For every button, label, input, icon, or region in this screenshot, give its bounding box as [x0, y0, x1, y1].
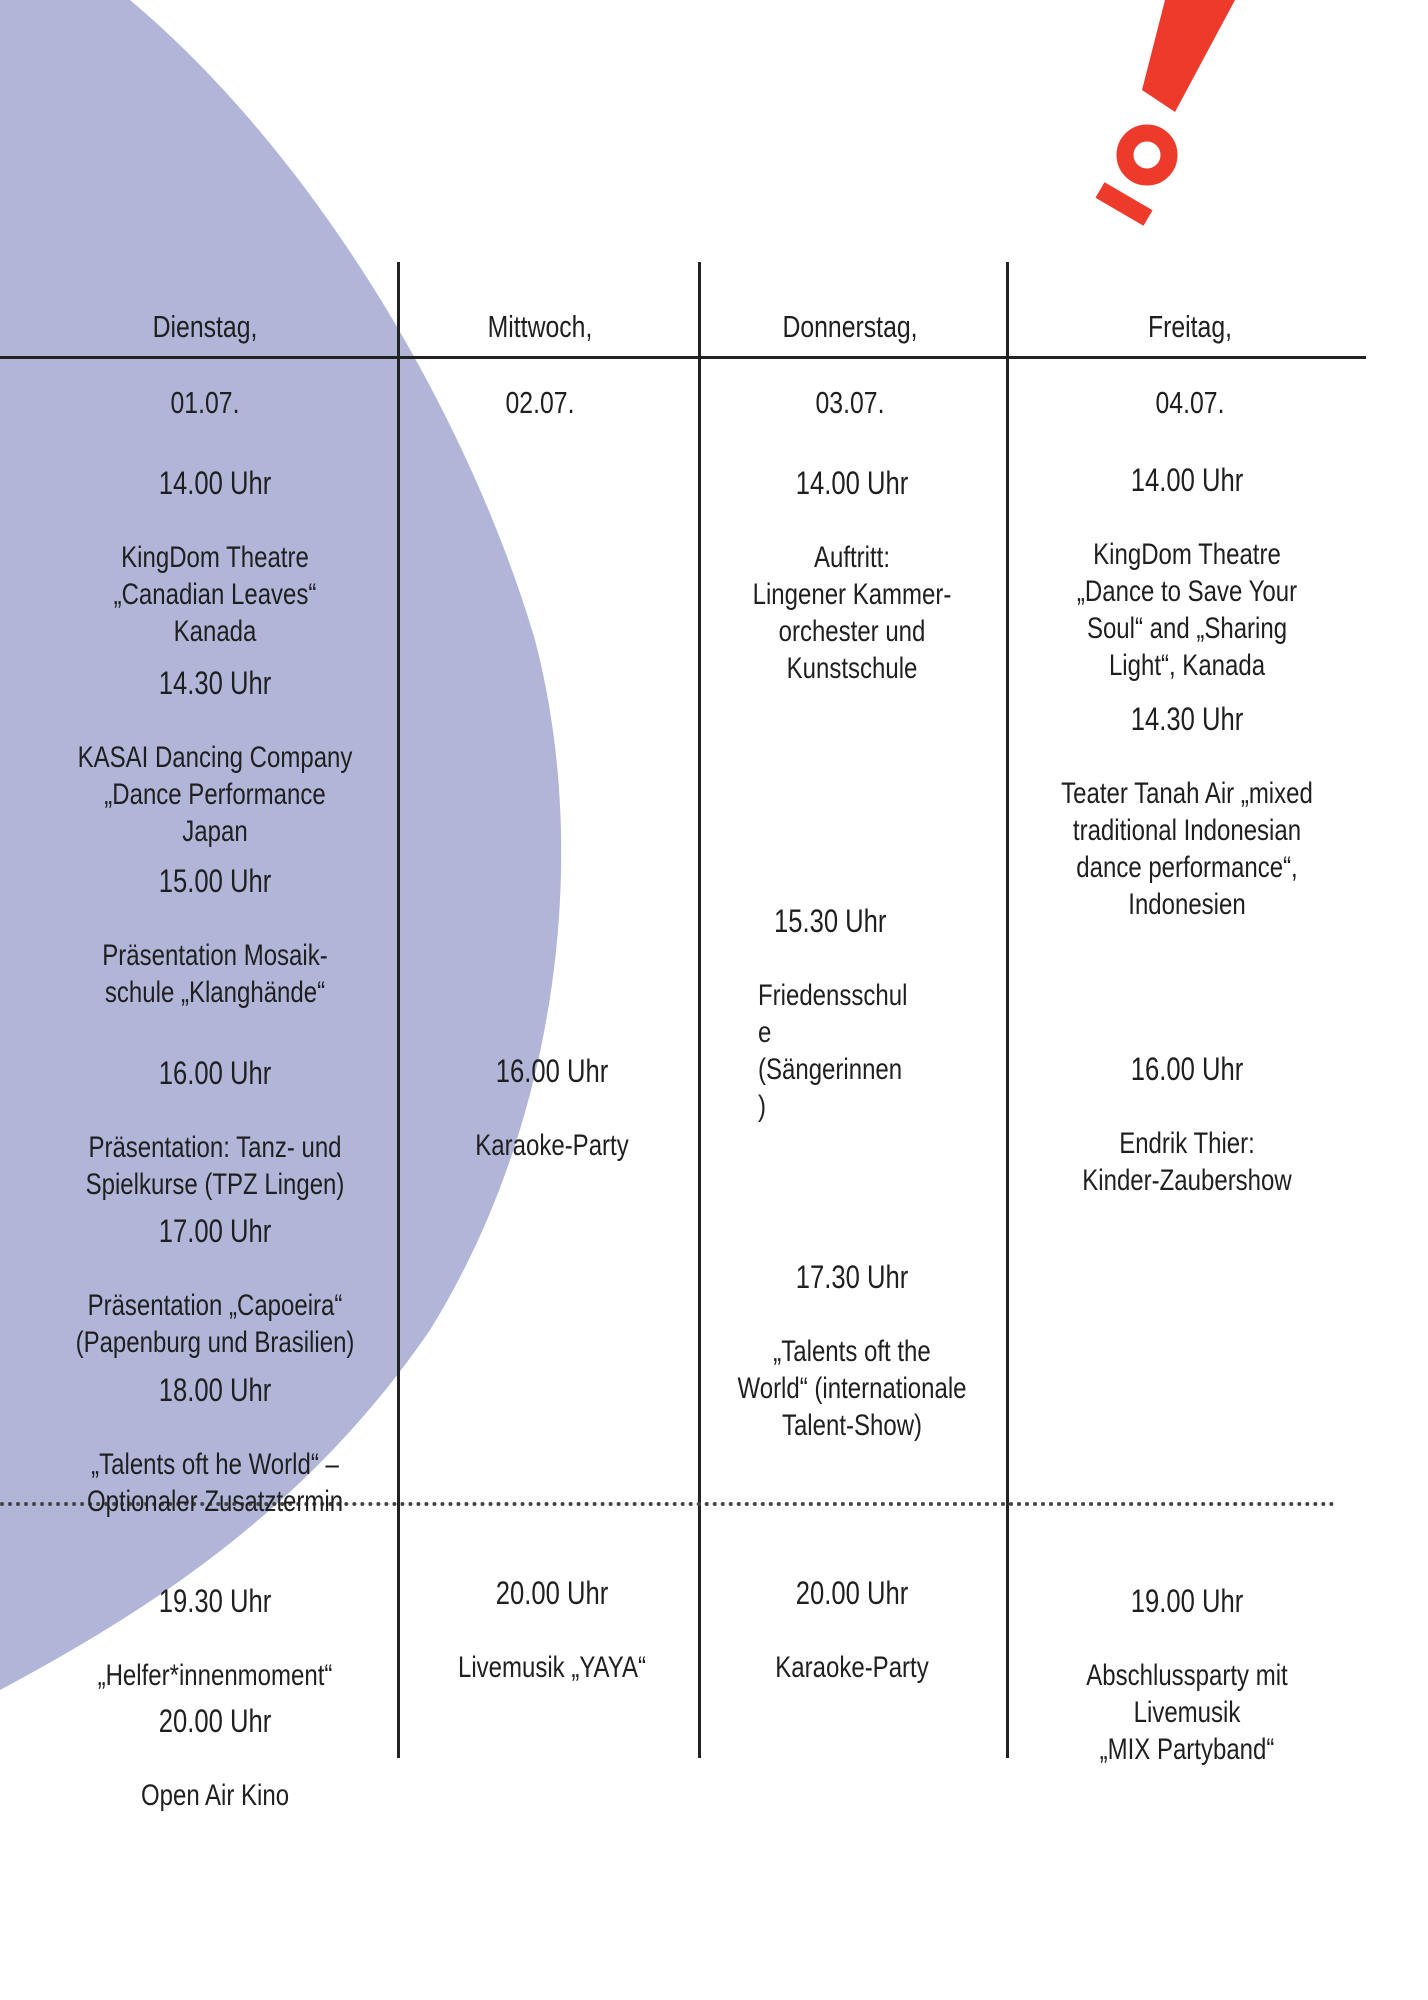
event-description: Livemusik „YAYA“: [457, 1651, 647, 1684]
logo-mark: [1070, 0, 1270, 230]
event-description: KingDom Theatre „Dance to Save Your Soul“ and „Sharing Light“, Kanada: [1076, 538, 1298, 682]
event-fri-1430: [1047, 664, 1327, 960]
event-tue-2000: [51, 1666, 379, 1851]
event-description: Karaoke-Party: [775, 1651, 929, 1684]
event-description: Präsentation „Capoeira“ (Papenburg und Brasilien): [75, 1289, 355, 1359]
event-thu-1400: [732, 428, 972, 724]
event-description: Endrik Thier: Kinder-Zaubershow: [1082, 1127, 1292, 1197]
event-time: 16.00 Uhr: [495, 1053, 609, 1089]
event-time: 14.00 Uhr: [1130, 462, 1244, 498]
column-divider-3: [1006, 262, 1009, 1758]
event-time: 17.30 Uhr: [795, 1259, 909, 1295]
event-time: 16.00 Uhr: [158, 1055, 272, 1091]
event-time: 20.00 Uhr: [158, 1703, 272, 1739]
event-time: 15.00 Uhr: [158, 863, 272, 899]
event-fri-1900: [1047, 1546, 1327, 1805]
day-date: 01.07.: [170, 385, 240, 420]
event-time: 20.00 Uhr: [495, 1575, 609, 1611]
event-description: Präsentation: Tanz- und Spielkurse (TPZ Lingen): [85, 1131, 345, 1201]
column-divider-1: [397, 262, 400, 1758]
logo-bar: [1100, 190, 1148, 218]
event-description: KASAI Dancing Company „Dance Performance Japan: [77, 741, 353, 848]
day-date: 04.07.: [1155, 385, 1225, 420]
event-time: 17.00 Uhr: [158, 1213, 272, 1249]
event-time: 14.30 Uhr: [1130, 701, 1244, 737]
event-thu-1530: [702, 866, 942, 1162]
day-header-wednesday: [420, 270, 660, 460]
event-description: Karaoke-Party: [475, 1129, 629, 1162]
event-time: 20.00 Uhr: [795, 1575, 909, 1611]
event-thu-2000: [732, 1538, 972, 1723]
event-description: Friedensschul e (Sängerinnen ): [758, 979, 908, 1123]
event-description: „Talents oft he World“ – Optionaler Zusatztermin: [86, 1448, 344, 1518]
event-wed-1600: [432, 1016, 672, 1201]
event-fri-1600: [1047, 1014, 1327, 1236]
event-description: KingDom Theatre „Canadian Leaves“ Kanada: [113, 541, 317, 648]
event-description: Teater Tanah Air „mixed traditional Indonesian dance performance“, Indonesien: [1061, 777, 1313, 921]
event-time: 14.00 Uhr: [795, 465, 909, 501]
day-name: Mittwoch,: [487, 309, 593, 344]
event-time: 19.00 Uhr: [1130, 1583, 1244, 1619]
event-thu-1730: [732, 1222, 972, 1481]
day-date: 03.07.: [815, 385, 885, 420]
event-description: Auftritt: Lingener Kammer- orchester und Kunstschule: [752, 541, 952, 685]
event-tue-1500: [51, 826, 379, 1048]
day-date: 02.07.: [505, 385, 575, 420]
logo-stroke: [1142, 0, 1235, 112]
column-divider-2: [698, 262, 701, 1758]
event-description: Abschlussparty mit Livemusik „MIX Partyband“: [1086, 1659, 1288, 1766]
event-time: 16.00 Uhr: [1130, 1051, 1244, 1087]
event-description: „Helfer*innenmoment“: [97, 1659, 333, 1692]
logo-ring: [1125, 133, 1169, 177]
event-time: 14.30 Uhr: [158, 665, 272, 701]
event-time: 14.00 Uhr: [158, 465, 272, 501]
event-description: „Talents oft the World“ (internationale Talent-Show): [737, 1335, 967, 1442]
event-time: 15.30 Uhr: [774, 903, 887, 939]
event-time: 19.30 Uhr: [158, 1583, 272, 1619]
event-time: 18.00 Uhr: [158, 1372, 272, 1408]
event-tue-1800: [51, 1335, 379, 1557]
event-description: Open Air Kino: [140, 1779, 290, 1812]
event-description: Präsentation Mosaik- schule „Klanghände“: [102, 939, 328, 1009]
day-name: Dienstag,: [152, 309, 258, 344]
event-wed-2000: [432, 1538, 672, 1723]
day-name: Donnerstag,: [782, 309, 918, 344]
day-name: Freitag,: [1147, 309, 1233, 344]
